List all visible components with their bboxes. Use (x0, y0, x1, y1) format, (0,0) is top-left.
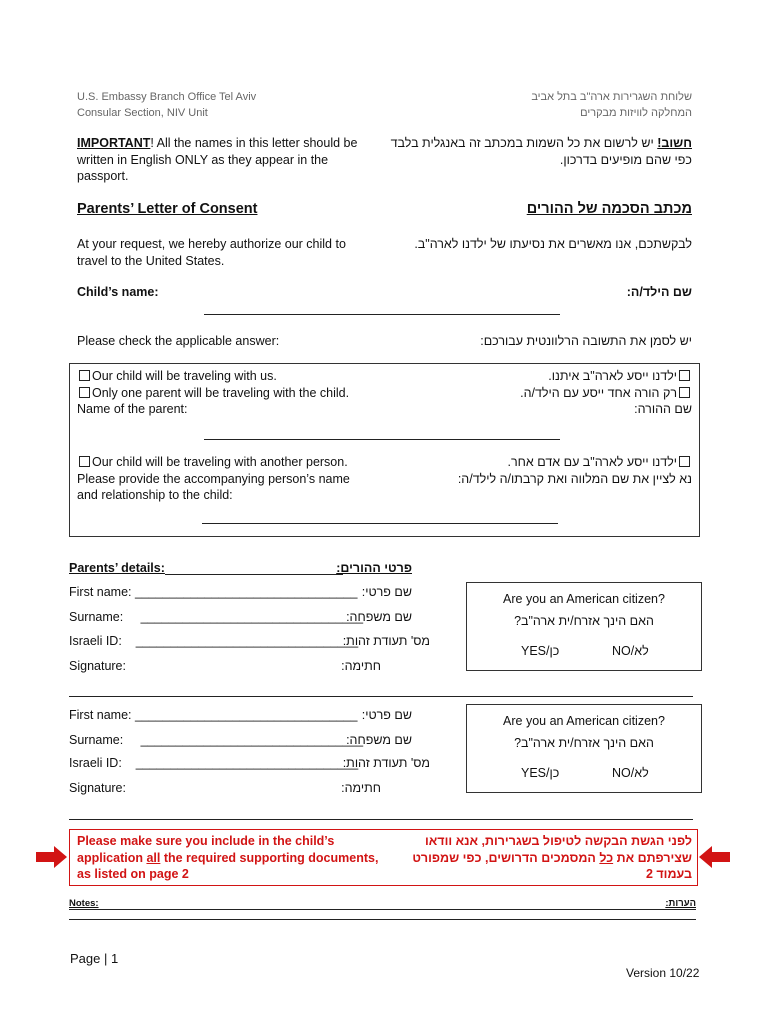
important-label-he: חשוב! (657, 136, 692, 150)
option-one-parent-en[interactable]: Only one parent will be traveling with the child. (77, 385, 397, 402)
notes-label-en: Notes: (69, 898, 99, 909)
parent1-signature-he: חתימה: (341, 659, 381, 673)
parent2-israeli-id-he: מס' תעודת זהות: (342, 756, 430, 770)
check-label-he: יש לסמן את התשובה הרלוונטית עבורכם: (480, 334, 692, 348)
page-number: Page | 1 (70, 951, 119, 966)
option-with-us-en[interactable]: Our child will be traveling with us. (77, 368, 397, 385)
citizen-yes-2[interactable]: YES/כן (521, 766, 560, 780)
citizen-yes-1[interactable]: YES/כן (521, 644, 560, 658)
header-he (392, 89, 692, 121)
options-en: Our child will be traveling with us. Only one parent will be traveling with the child. Name of the parent: (77, 368, 397, 418)
left-arrow-icon (699, 846, 731, 868)
citizen-box-1: Are you an American citizen? האם הינך אזרח/ית ארה"ב? YES/כן NO/לא (466, 582, 702, 671)
separator-1 (69, 696, 693, 697)
child-name-label-en: Child’s name: (77, 285, 159, 299)
authorize-he: לבקשתכם, אנו מאשרים את נסיעתו של ילדנו לארה"ב. (414, 237, 692, 251)
check-label-en: Please check the applicable answer: (77, 334, 280, 348)
notice-en: Please make sure you include in the child’s application all the required supporting documents, as listed on page 2 (77, 834, 379, 881)
notes-label-he: הערות: (665, 898, 696, 909)
parent-name-field[interactable] (204, 439, 560, 440)
notes-line-1[interactable] (69, 909, 696, 910)
important-label-en: IMPORTANT (77, 136, 151, 150)
notice-he: לפני הגשת הבקשה לטיפול בשגרירות, אנא וודאו שצירפתם את כל המסמכים הדרושים, כפי שמפורט בעמוד 2 (412, 834, 692, 881)
header-en (77, 89, 256, 121)
accompanying-person-field[interactable] (202, 523, 558, 524)
notes-line-2[interactable] (69, 919, 696, 920)
parent2-israeli-id[interactable]: Israeli ID: ________________________________ (69, 756, 359, 770)
parent1-israeli-id-he: מס' תעודת זהות: (342, 634, 430, 648)
option-other-he: ילדנו ייסע לארה"ב עם אדם אחר. נא לציין את שם המלווה ואת קרבתו/ה לילד/ה: (457, 455, 692, 486)
parent1-signature[interactable]: Signature: (69, 659, 126, 673)
checkbox-icon[interactable] (79, 456, 90, 467)
checkbox-icon[interactable] (79, 387, 90, 398)
option-with-us-he[interactable]: ילדנו ייסע לארה"ב איתנו. (392, 368, 692, 385)
authorize-en: At your request, we hereby authorize our child to travel to the United States. (77, 237, 346, 268)
version-label: Version 10/22 (626, 966, 700, 980)
section-name-en: Consular Section, NIV Unit (77, 107, 208, 119)
citizen-no-1[interactable]: NO/לא (612, 644, 649, 658)
parent2-surname-he: שם משפחה: (346, 733, 412, 747)
checkbox-icon[interactable] (679, 370, 690, 381)
title-en: Parents’ Letter of Consent (77, 201, 258, 217)
citizen-box-2: Are you an American citizen? האם הינך אזרח/ית ארה"ב? YES/כן NO/לא (466, 704, 702, 793)
checkbox-icon[interactable] (679, 387, 690, 398)
parent1-surname[interactable]: Surname: ________________________________ (69, 610, 364, 624)
parent1-first-name[interactable]: First name: ________________________________ (69, 585, 358, 599)
parent1-first-name-he: שם פרטי: (361, 585, 412, 599)
separator-2 (69, 819, 693, 820)
embassy-name-en: U.S. Embassy Branch Office Tel Aviv (77, 91, 257, 103)
parents-label-he: פרטי ההורים: (336, 561, 412, 575)
parent1-surname-he: שם משפחה: (346, 610, 412, 624)
citizen-no-2[interactable]: NO/לא (612, 766, 649, 780)
parent2-signature-he: חתימה: (341, 781, 381, 795)
option-other-en: Our child will be traveling with another person. Please provide the accompanying person’s name and relationship to the child: (77, 455, 350, 502)
parent2-signature[interactable]: Signature: (69, 781, 126, 795)
title-he: מכתב הסכמה של ההורים (526, 201, 692, 217)
important-en: IMPORTANT! All the names in this letter should be written in English ONLY as they appear in the passport. (77, 136, 358, 183)
important-he: חשוב! יש לרשום את כל השמות במכתב זה באנגלית בלבד כפי שהם מופיעים בדרכון. (390, 136, 692, 167)
parent2-surname[interactable]: Surname: ________________________________ (69, 733, 364, 747)
parent2-first-name-he: שם פרטי: (361, 708, 412, 722)
right-arrow-icon (36, 846, 68, 868)
options-he: ילדנו ייסע לארה"ב איתנו. רק הורה אחד ייסע עם הילד/ה. שם ההורה: (392, 368, 692, 418)
checkbox-icon[interactable] (79, 370, 90, 381)
option-one-parent-he[interactable]: רק הורה אחד ייסע עם הילד/ה. (392, 385, 692, 402)
checkbox-icon[interactable] (679, 456, 690, 467)
parent2-first-name[interactable]: First name: ________________________________ (69, 708, 358, 722)
child-name-label-he: שם הילד/ה: (626, 285, 692, 299)
parent1-israeli-id[interactable]: Israeli ID: ________________________________ (69, 634, 359, 648)
parents-label-en: Parents’ details: (69, 561, 165, 575)
section-name-he: המחלקה לוויזות מבקרים (580, 107, 692, 119)
child-name-field[interactable] (204, 314, 560, 315)
embassy-name-he: שלוחת השגרירות ארה"ב בתל אביב (531, 91, 692, 103)
